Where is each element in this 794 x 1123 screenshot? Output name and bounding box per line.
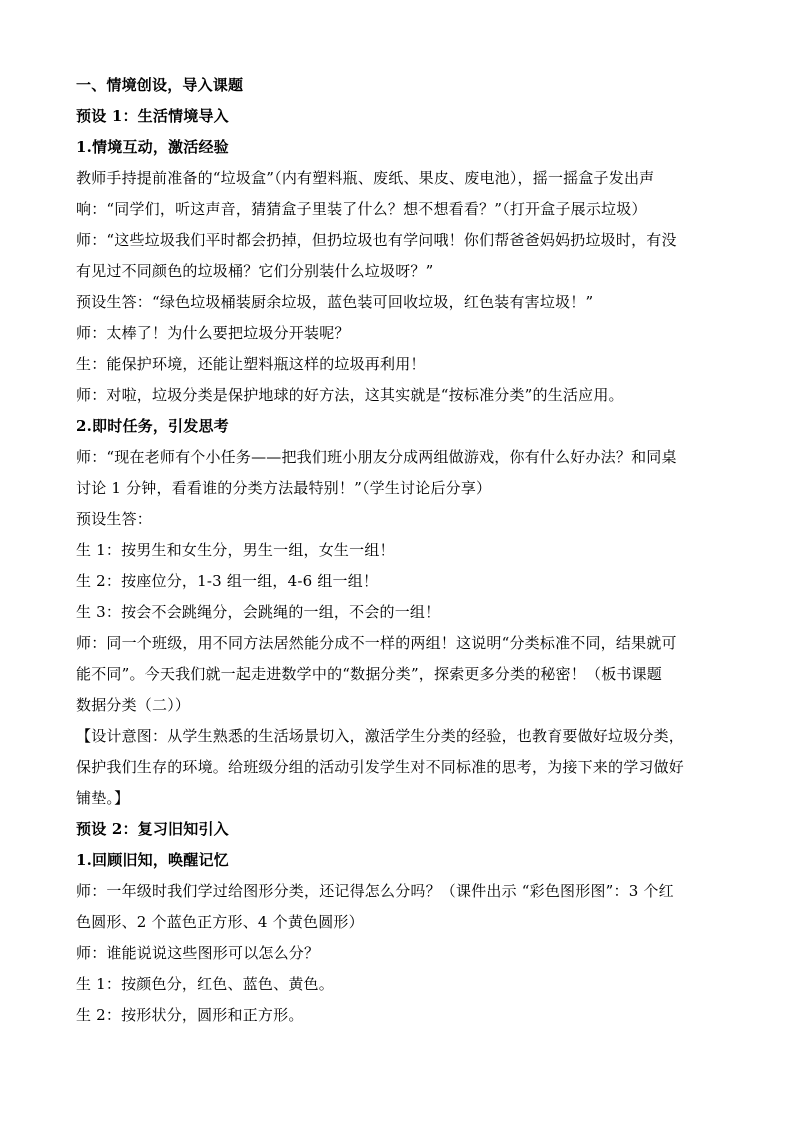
section-heading: 一、情境创设，导入课题 <box>76 76 244 94</box>
paragraph-line: 师：对啦，垃圾分类是保护地球的好方法，这其实就是“按标准分类”的生活应用。 <box>76 386 624 404</box>
paragraph-line: 有见过不同颜色的垃圾桶？它们分别装什么垃圾呀？” <box>76 262 434 280</box>
paragraph-line: 响：“同学们，听这声音，猜猜盒子里装了什么？想不想看看？”（打开盒子展示垃圾） <box>76 200 647 218</box>
paragraph-line: 数据分类（二）） <box>76 696 191 714</box>
paragraph-line: 师：“现在老师有个小任务——把我们班小朋友分成两组做游戏，你有什么好办法？和同桌 <box>76 448 677 466</box>
paragraph-line: 讨论 1 分钟，看看谁的分类方法最特别！”（学生讨论后分享） <box>76 479 492 497</box>
paragraph-line: 教师手持提前准备的“垃圾盒”（内有塑料瓶、废纸、果皮、废电池），摇一摇盒子发出声 <box>76 169 655 187</box>
paragraph-line: 生 2：按座位分，1-3 组一组，4-6 组一组！ <box>76 572 379 590</box>
subheading-1: 1.情境互动，激活经验 <box>76 138 229 156</box>
paragraph-line: 预设生答： <box>76 510 153 528</box>
design-intent-line: 铺垫。】 <box>76 789 130 807</box>
paragraph-line: 生：能保护环境，还能让塑料瓶这样的垃圾再利用！ <box>76 355 426 373</box>
preset-1-heading: 预设 1：生活情境导入 <box>76 107 229 125</box>
paragraph-line: 能不同”。今天我们就一起走进数学中的“数据分类”，探索更多分类的秘密！（板书课题 <box>76 665 663 683</box>
paragraph-line: 师：同一个班级，用不同方法居然能分成不一样的两组！这说明“分类标准不同，结果就可 <box>76 634 677 652</box>
preset-2-heading: 预设 2：复习旧知引入 <box>76 820 229 838</box>
paragraph-line: 色圆形、2 个蓝色正方形、4 个黄色圆形） <box>76 913 364 931</box>
design-intent-line: 保护我们生存的环境。给班级分组的活动引发学生对不同标准的思考，为接下来的学习做好 <box>76 758 685 776</box>
paragraph-line: 师：“这些垃圾我们平时都会扔掉，但扔垃圾也有学问哦！你们帮爸爸妈妈扔垃圾时，有没 <box>76 231 677 249</box>
subheading-2: 2.即时任务，引发思考 <box>76 417 229 435</box>
paragraph-line: 生 2：按形状分，圆形和正方形。 <box>76 1006 304 1024</box>
paragraph-line: 预设生答：“绿色垃圾桶装厨余垃圾，蓝色装可回收垃圾，红色装有害垃圾！” <box>76 293 594 311</box>
paragraph-line: 师：太棒了！为什么要把垃圾分开装呢？ <box>76 324 350 342</box>
paragraph-line: 师：一年级时我们学过给图形分类，还记得怎么分吗？（课件出示 “彩色图形图”：3 个红 <box>76 882 674 900</box>
document-body <box>76 74 726 1035</box>
paragraph-line: 生 3：按会不会跳绳分，会跳绳的一组，不会的一组！ <box>76 603 441 621</box>
paragraph-line: 师：谁能说说这些图形可以怎么分？ <box>76 944 320 962</box>
paragraph-line: 生 1：按男生和女生分，男生一组，女生一组！ <box>76 541 395 559</box>
subheading-3: 1.回顾旧知，唤醒记忆 <box>76 851 229 869</box>
design-intent-line: 【设计意图：从学生熟悉的生活场景切入，激活学生分类的经验，也教育要做好垃圾分类， <box>76 727 685 745</box>
paragraph-line: 生 1：按颜色分，红色、蓝色、黄色。 <box>76 975 334 993</box>
